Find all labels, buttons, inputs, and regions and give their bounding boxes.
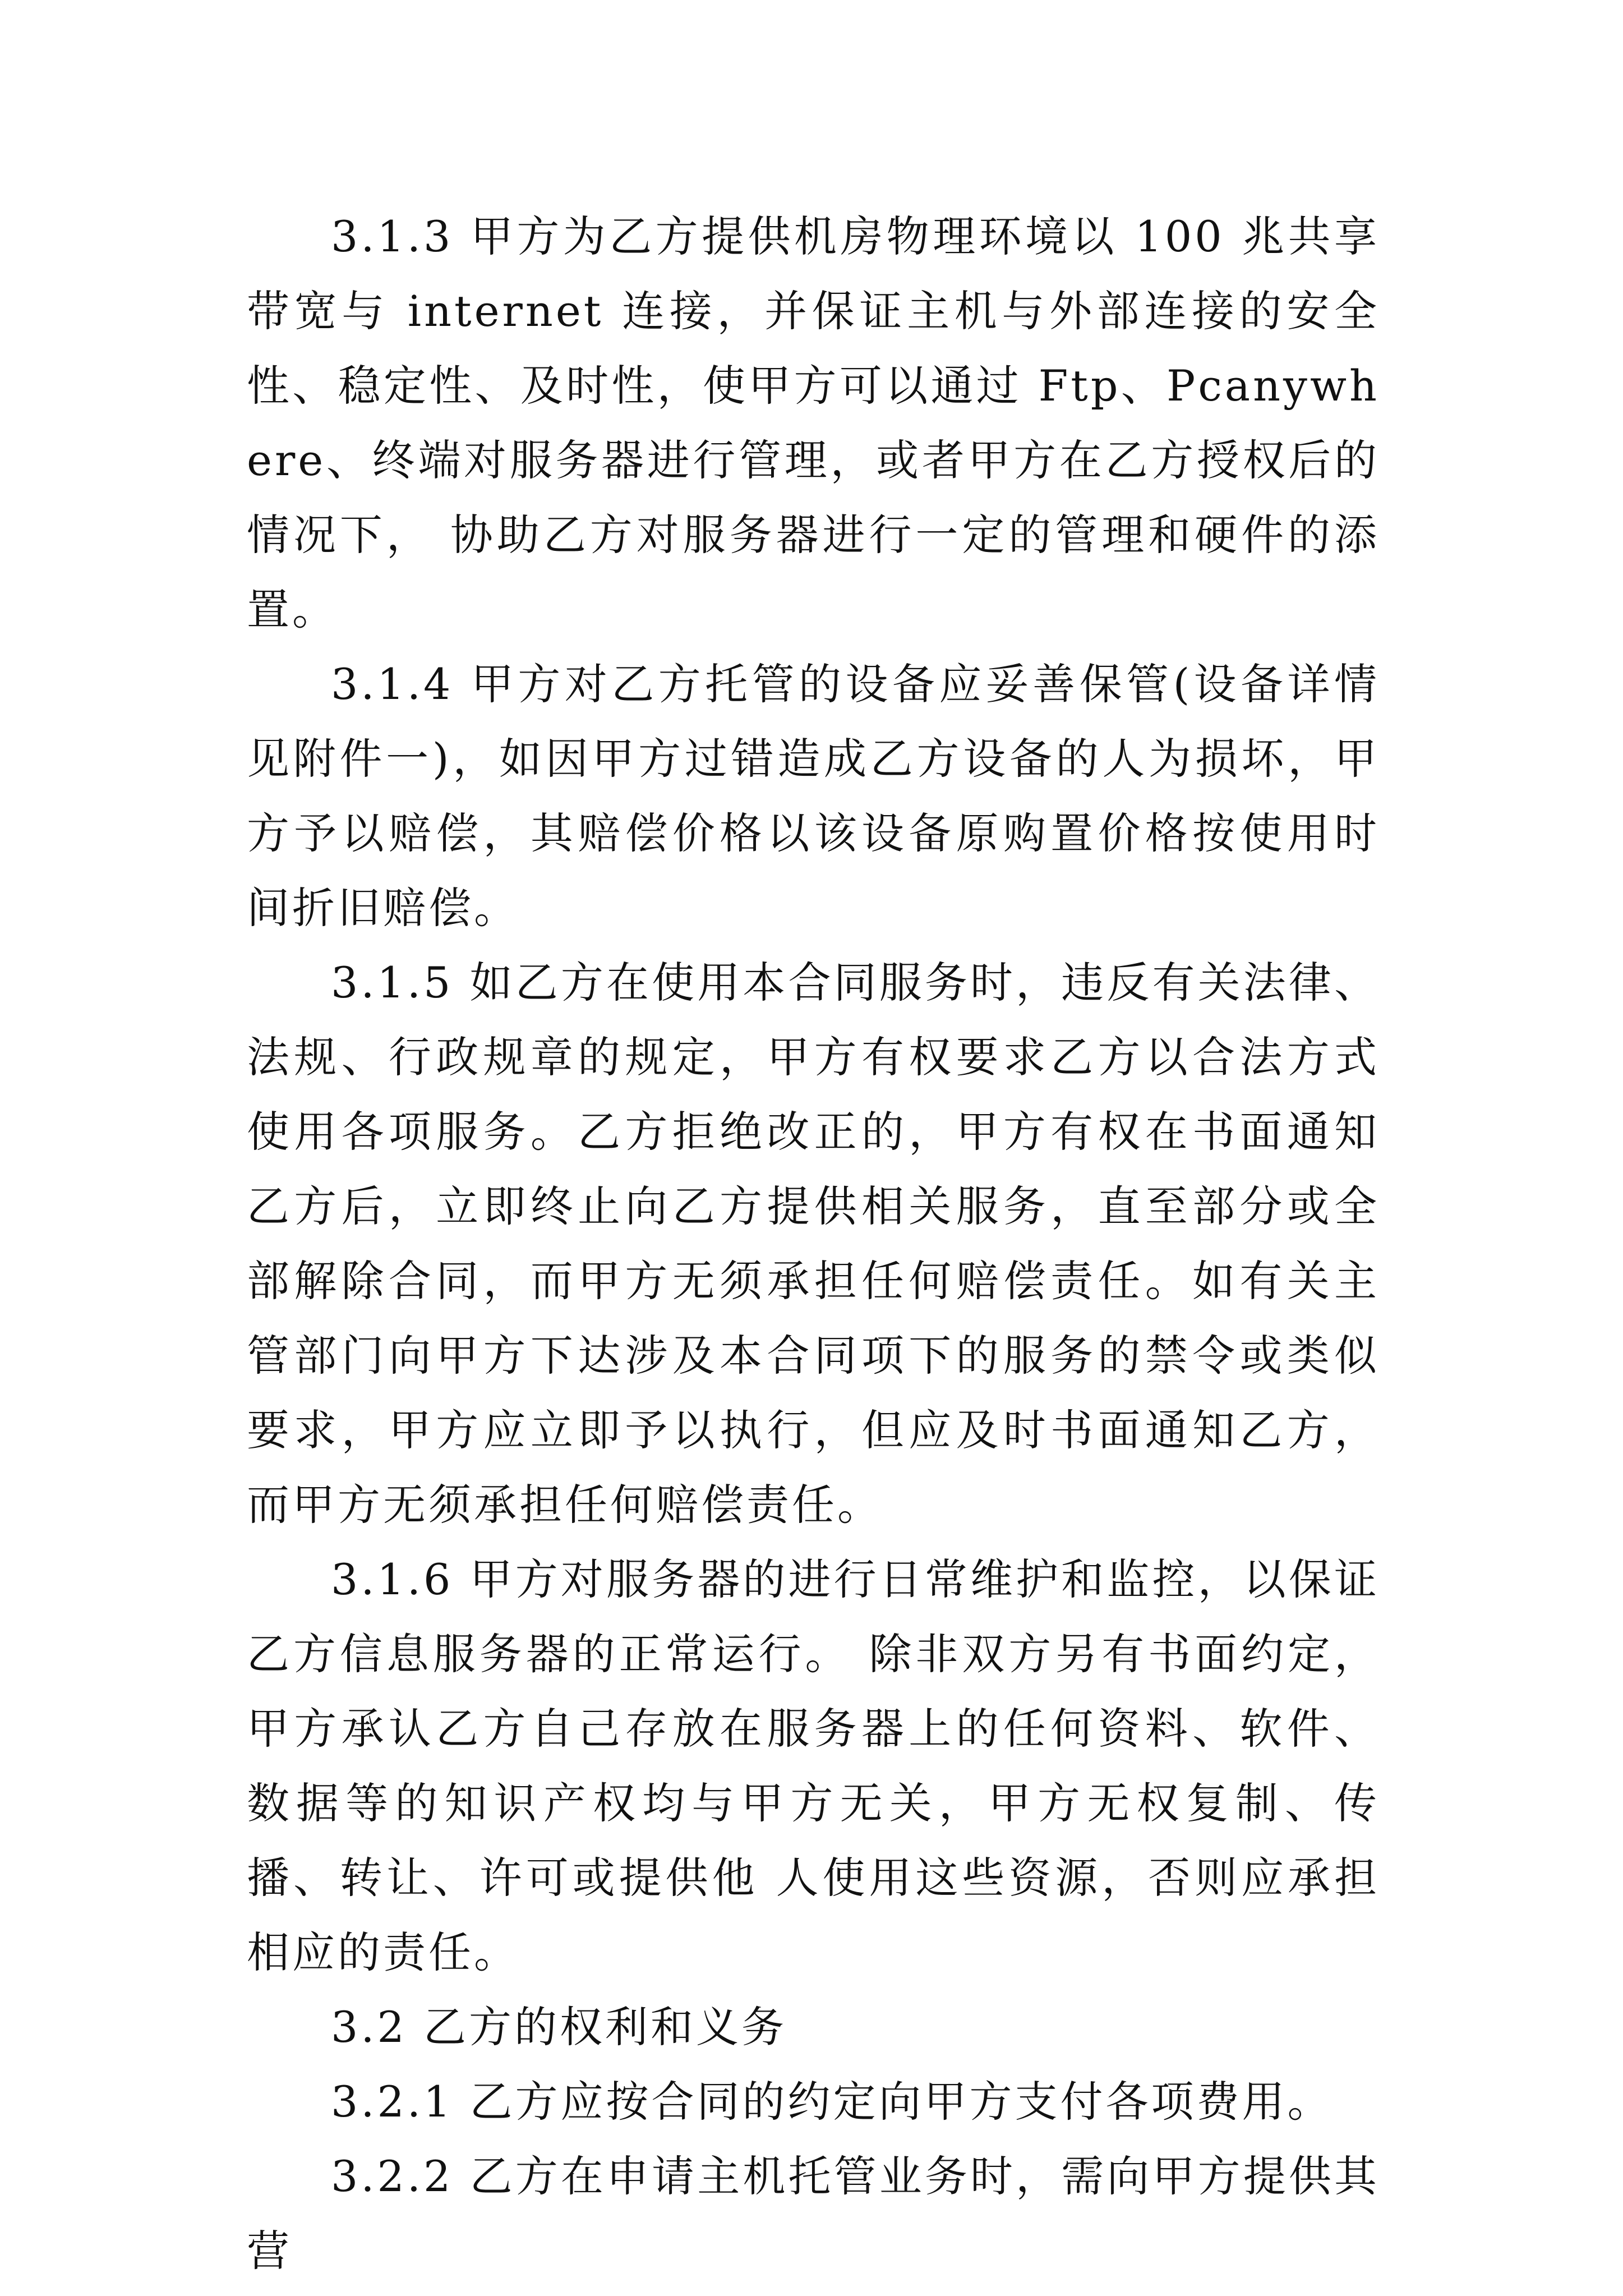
paragraph-3-1-3: 3.1.3 甲方为乙方提供机房物理环境以 100 兆共享带宽与 internet 连接，并保证主机与外部连接的安全性、稳定性、及时性，使甲方可以通过 Ftp、Pcanywhere、终端对服务器进行管理，或者甲方在乙方授权后的情况下， 协助乙方对服务器进行一定的管理和硬件的添置。 (247, 211, 1380, 634)
paragraph-3-1-5: 3.1.5 如乙方在使用本合同服务时，违反有关法律、法规、行政规章的规定，甲方有权要求乙方以合法方式使用各项服务。乙方拒绝改正的，甲方有权在书面通知乙方后，立即终止向乙方提供相关服务，直至部分或全部解除合同，而甲方无须承担任何赔偿责任。如有关主管部门向甲方下达涉及本合同项下的服务的禁令或类似要求，甲方应立即予以执行，但应及时书面通知乙方，而甲方无须承担任何赔偿责任。 (247, 958, 1380, 1530)
document-body (247, 199, 1380, 2288)
paragraph-3-2-2: 3.2.2 乙方在申请主机托管业务时，需向甲方提供其营 (247, 2151, 1380, 2276)
paragraph-3-2-1: 3.2.1 乙方应按合同的约定向甲方支付各项费用。 (331, 2077, 1333, 2127)
section-heading-3-2: 3.2 乙方的权利和义务 (331, 2002, 787, 2052)
paragraph-3-1-4: 3.1.4 甲方对乙方托管的设备应妥善保管(设备详情见附件一)，如因甲方过错造成乙方设备的人为损坏，甲方予以赔偿，其赔偿价格以该设备原购置价格按使用时间折旧赔偿。 (247, 659, 1380, 933)
paragraph-3-1-6: 3.1.6 甲方对服务器的进行日常维护和监控，以保证乙方信息服务器的正常运行。 除非双方另有书面约定，甲方承认乙方自己存放在服务器上的任何资料、软件、 数据等的知识产权均与甲方无关，甲方无权复制、传播、转让、许可或提供他 人使用这些资源，否则应承担相应的责任。 (247, 1554, 1380, 1977)
